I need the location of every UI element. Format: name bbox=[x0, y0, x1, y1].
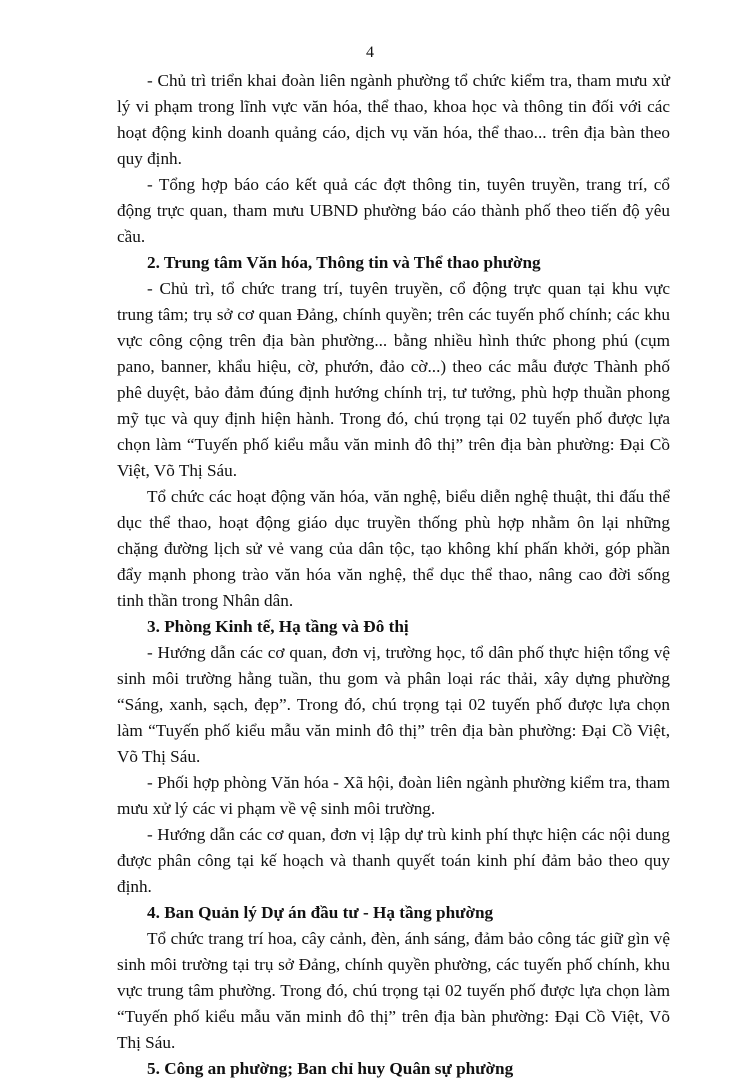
document-body bbox=[117, 68, 670, 1082]
section-heading-project-management: 4. Ban Quản lý Dự án đầu tư - Hạ tầng phường bbox=[147, 903, 494, 922]
page-number: 4 bbox=[366, 44, 374, 61]
paragraph-flower-decoration: Tổ chức trang trí hoa, cây cảnh, đèn, ánh sáng, đảm bảo công tác giữ gìn vệ sinh môi trường tại trụ sở Đảng, chính quyền phường, các tuyến phố chính, khu vực trung tâm phường. Trong đó, chú trọng tại 02 tuyến phố được lựa chọn làm “Tuyến phố kiểu mẫu văn minh đô thị” trên địa bàn phường: Đại Cồ Việt, Võ Thị Sáu. bbox=[117, 929, 670, 1052]
section-heading-police-military: 5. Công an phường; Ban chỉ huy Quân sự phường bbox=[147, 1059, 514, 1078]
section-heading-economy-infrastructure: 3. Phòng Kinh tế, Hạ tầng và Đô thị bbox=[147, 617, 409, 636]
paragraph-coordinate-inspection: - Phối hợp phòng Văn hóa - Xã hội, đoàn liên ngành phường kiểm tra, tham mưu xử lý các vi phạm về vệ sinh môi trường. bbox=[117, 773, 670, 818]
paragraph-environment-cleaning: - Hướng dẫn các cơ quan, đơn vị, trường học, tổ dân phố thực hiện tổng vệ sinh môi trường hằng tuần, thu gom và phân loại rác thải, xây dựng phường “Sáng, xanh, sạch, đẹp”. Trong đó, chú trọng tại 02 tuyến phố được lựa chọn làm “Tuyến phố kiểu mẫu văn minh đô thị” trên địa bàn phường: Đại Cồ Việt, Võ Thị Sáu. bbox=[117, 643, 670, 766]
paragraph-budget-guidance: - Hướng dẫn các cơ quan, đơn vị lập dự trù kinh phí thực hiện các nội dung được phân công tại kế hoạch và thanh quyết toán kinh phí đảm bảo theo quy định. bbox=[117, 825, 670, 896]
paragraph-decoration-propaganda: - Chủ trì, tổ chức trang trí, tuyên truyền, cổ động trực quan tại khu vực trung tâm; trụ sở cơ quan Đảng, chính quyền; trên các tuyến phố chính; các khu vực công cộng trên địa bàn phường... bằng nhiều hình thức phong phú (cụm pano, banner, khẩu hiệu, cờ, phướn, đảo cờ...) theo các mẫu được Thành phố phê duyệt, bảo đảm đúng định hướng chính trị, tư tưởng, phù hợp thuần phong mỹ tục và quy định hiện hành. Trong đó, chú trọng tại 02 tuyến phố được lựa chọn làm “Tuyến phố kiểu mẫu văn minh đô thị” trên địa bàn phường: Đại Cồ Việt, Võ Thị Sáu. bbox=[117, 279, 670, 480]
paragraph-chair-inspection: - Chủ trì triển khai đoàn liên ngành phường tổ chức kiểm tra, tham mưu xử lý vi phạm trong lĩnh vực văn hóa, thể thao, khoa học và thông tin đối với các hoạt động kinh doanh quảng cáo, dịch vụ văn hóa, thể thao... trên địa bàn theo quy định. bbox=[117, 71, 670, 168]
section-heading-culture-center: 2. Trung tâm Văn hóa, Thông tin và Thể thao phường bbox=[147, 253, 541, 272]
paragraph-summary-report: - Tổng hợp báo cáo kết quả các đợt thông tin, tuyên truyền, trang trí, cổ động trực quan, tham mưu UBND phường báo cáo thành phố theo tiến độ yêu cầu. bbox=[117, 175, 670, 246]
paragraph-cultural-activities: Tổ chức các hoạt động văn hóa, văn nghệ, biểu diễn nghệ thuật, thi đấu thể dục thể thao, hoạt động giáo dục truyền thống phù hợp nhằm ôn lại những chặng đường lịch sử vẻ vang của dân tộc, tạo không khí phấn khởi, góp phần đẩy mạnh phong trào văn hóa văn nghệ, thể dục thể thao, nâng cao đời sống tinh thần trong Nhân dân. bbox=[117, 487, 670, 610]
